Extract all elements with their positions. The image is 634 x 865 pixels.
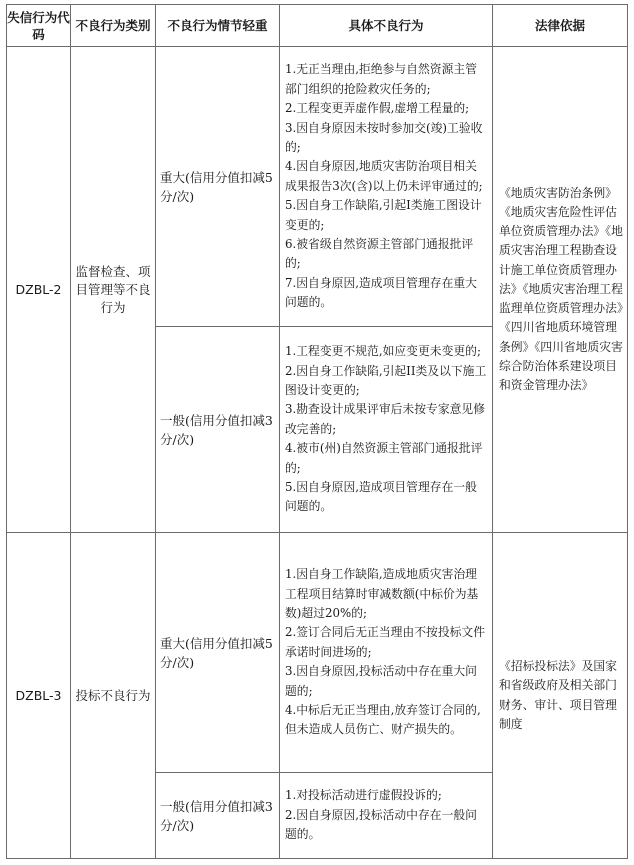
detail-item: 4.中标后无正当理由,放弃签订合同的,但未造成人员伤亡、财产损失的。 (285, 703, 481, 737)
header-severity: 不良行为情节轻重 (156, 5, 280, 47)
detail-item: 1.无正当理由,拒绝参与自然资源主管部门组织的抢险救灾任务的; (285, 62, 477, 96)
detail-item: 7.因自身原因,造成项目管理存在重大问题的。 (285, 275, 477, 310)
severity-level: 重大(信用分值扣减5分/次) (156, 533, 280, 773)
header-details: 具体不良行为 (280, 5, 493, 47)
header-code: 失信行为代码 (7, 5, 71, 47)
detail-item: 5.因自身工作缺陷,引起I类施工图设计变更的; (285, 198, 482, 232)
detail-item: 1.因自身工作缺陷,造成地质灾害治理工程项目结算时审减数额(中标价为基数)超过20%的; (285, 567, 479, 620)
table-header-row (7, 5, 628, 47)
table-row (7, 47, 628, 327)
detail-item: 5.因自身原因,造成项目管理存在一般问题的。 (285, 480, 477, 514)
legal-basis: 《地质灾害防治条例》《地质灾害危险性评估单位资质管理办法》《地质灾害治理工程勘查设计施工单位资质管理办法》《地质灾害治理工程监理单位资质管理办法》《四川省地质环境管理条例》《四川省地质灾害综合防治体系建设项目和资金管理办法》 (493, 47, 628, 533)
detail-item: 3.勘查设计成果评审后未按专家意见修改完善的; (285, 402, 486, 436)
detail-item: 1.工程变更不规范,如应变更未变更的; (285, 344, 481, 359)
behavior-code: DZBL-2 (7, 47, 71, 533)
detail-item: 3.因自身原因,投标活动中存在重大问题的; (285, 664, 477, 698)
behavior-details (280, 773, 493, 859)
legal-basis: 《招标投标法》及国家和省级政府及相关部门财务、审计、项目管理制度 (493, 533, 628, 859)
behavior-table (6, 4, 628, 859)
behavior-category: 监督检查、项目管理等不良行为 (71, 47, 156, 533)
behavior-details (280, 47, 493, 327)
detail-item: 2.因自身原因,投标活动中存在一般问题的。 (285, 807, 477, 842)
detail-item: 2.签订合同后无正当理由不按投标文件承诺时间进场的; (285, 625, 486, 659)
severity-level: 一般(信用分值扣减3分/次) (156, 327, 280, 533)
detail-item: 3.因自身原因未按时参加交(竣)工验收的; (285, 120, 483, 154)
behavior-details (280, 533, 493, 773)
table-row (7, 533, 628, 773)
detail-item: 2.因自身工作缺陷,引起II类及以下施工图设计变更的; (285, 363, 487, 397)
behavior-details (280, 327, 493, 533)
detail-item: 1.对投标活动进行虚假投诉的; (285, 788, 442, 803)
header-law: 法律依据 (493, 5, 628, 47)
detail-item: 4.因自身原因,地质灾害防治项目相关成果报告3次(含)以上仍未评审通过的; (285, 159, 483, 193)
severity-level: 重大(信用分值扣减5分/次) (156, 47, 280, 327)
detail-item: 2.工程变更弄虚作假,虚增工程量的; (285, 101, 470, 116)
behavior-category: 投标不良行为 (71, 533, 156, 859)
header-category: 不良行为类别 (71, 5, 156, 47)
severity-level: 一般(信用分值扣减3分/次) (156, 773, 280, 859)
detail-item: 4.被市(州)自然资源主管部门通报批评的; (285, 441, 483, 475)
detail-item: 6.被省级自然资源主管部门通报批评的; (285, 237, 474, 271)
behavior-code: DZBL-3 (7, 533, 71, 859)
